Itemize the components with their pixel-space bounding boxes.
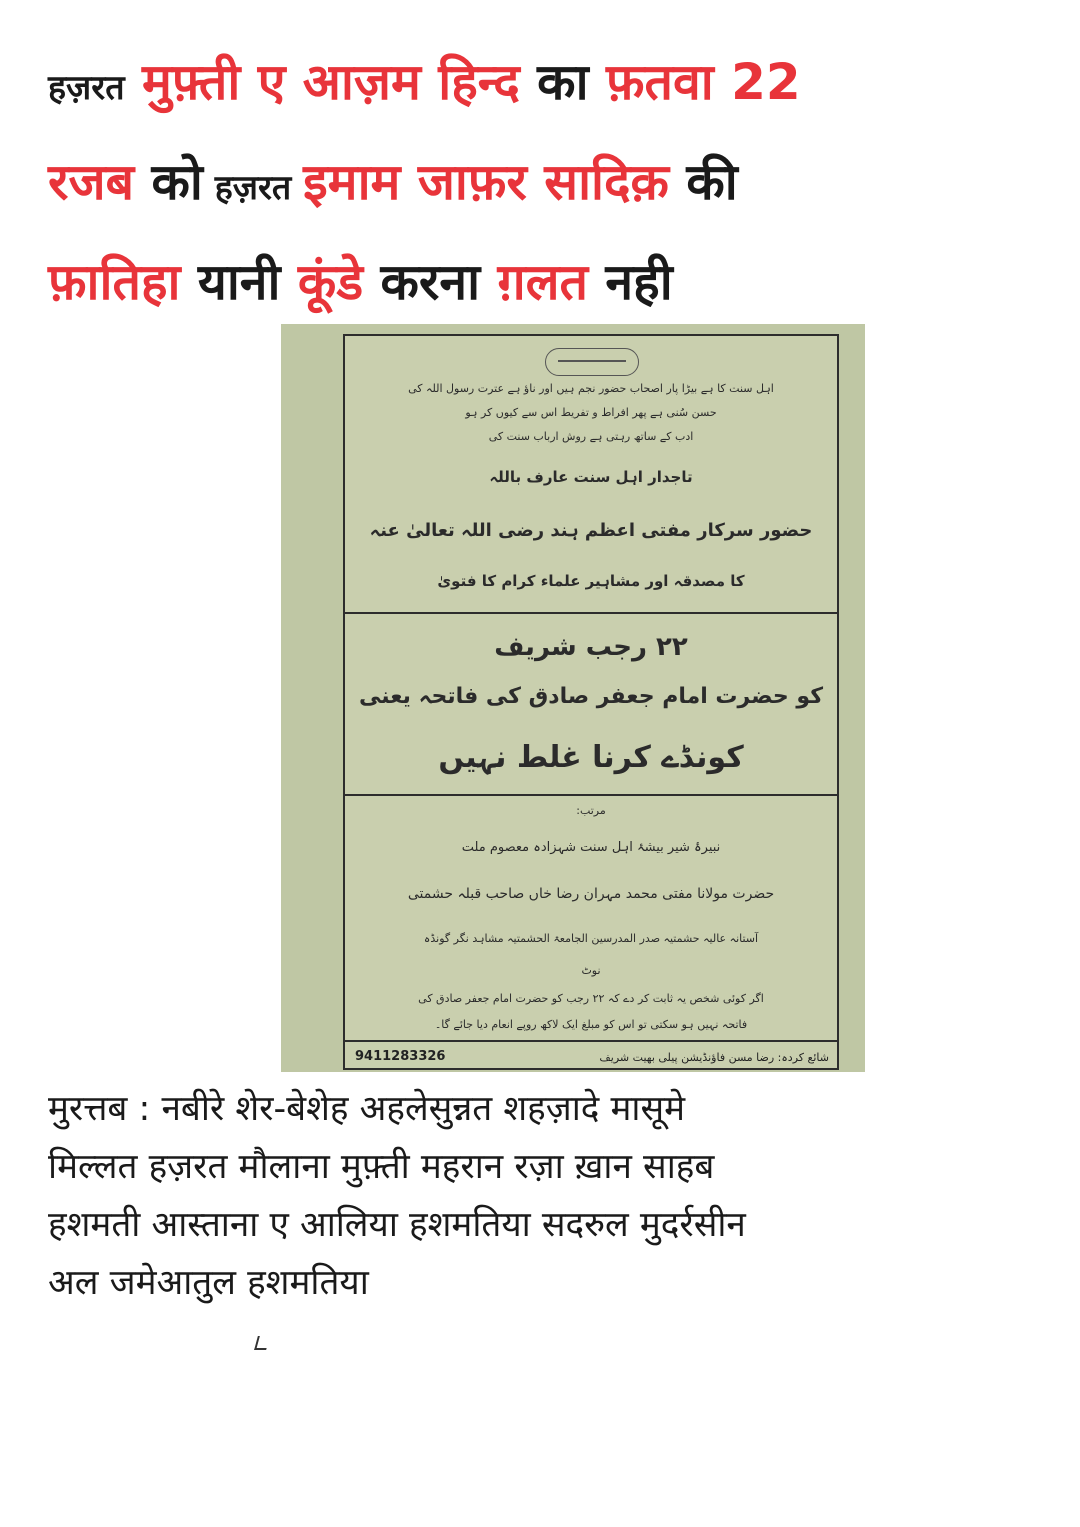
headline-line-3 <box>48 238 1048 338</box>
urdu-poster <box>343 334 839 1070</box>
headline-line-1 <box>48 38 1048 138</box>
headline-word: की <box>668 153 738 211</box>
headline-word: इमाम जाफ़र सादिक़ <box>303 153 669 211</box>
poster-murattab: مرتب: <box>576 804 606 817</box>
poster-title-1: ۲۲ رجب شریف <box>494 632 688 662</box>
poster-divider <box>345 612 837 614</box>
cursor-mark-icon <box>254 1336 270 1350</box>
caption-line: हशमती आस्ताना ए आलिया हशमतिया सदरुल मुदर्रसीन <box>48 1205 746 1245</box>
headline-word: फ़ातिहा <box>48 253 181 311</box>
poster-verse: حسن سُنی ہے پھر افراط و تفریط اس سے کیوں کر ہو <box>465 406 717 419</box>
poster-note-label: نوٹ <box>581 964 601 977</box>
headline-word: करना <box>363 253 481 311</box>
poster-tajdar: تاجدار اہل سنت عارف باللہ <box>489 468 693 486</box>
caption-line: मिल्लत हज़रत मौलाना मुफ़्ती महरान रज़ा ख़ान साहब <box>48 1147 715 1187</box>
poster-photo <box>281 324 865 1072</box>
headline-word: ग़लत <box>480 253 589 311</box>
poster-verse: ادب کے ساتھ رہتی ہے روش ارباب سنت کی <box>488 430 694 443</box>
poster-note: فاتحہ نہیں ہو سکتی تو اس کو مبلغ ایک لاکھ روپے انعام دیا جائے گا۔ <box>434 1018 748 1031</box>
headline-word: का <box>519 53 589 111</box>
headline-word: हज़रत <box>202 168 304 208</box>
caption-line: मुरत्तब : नबीरे शेर-बेशेह अहलेसुन्नत शहज़ादे मासूमे <box>48 1089 686 1129</box>
poster-title-2: کو حضرت امام جعفر صادق کی فاتحہ یعنی <box>359 684 823 709</box>
poster-divider <box>345 794 837 796</box>
headline-word: कूंडे <box>280 253 364 311</box>
caption <box>48 1080 1048 1312</box>
poster-phone: 9411283326 <box>355 1049 446 1064</box>
poster-author: نبیرۂ شیر بیشۂ اہل سنت شہزادہ معصوم ملت <box>461 840 721 855</box>
headline-line-2 <box>48 138 1048 238</box>
headline-word: मुफ़्ती ए आज़म हिन्द <box>124 53 520 111</box>
caption-line: अल जमेआतुल हशमतिया <box>48 1263 369 1303</box>
calligraphy-header-icon <box>545 348 639 376</box>
headline-word: फ़तवा 22 <box>588 53 801 111</box>
poster-verse: اہل سنت کا ہے بیڑا پار اصحاب حضور نجم ہیں اور ناؤ ہے عترت رسول اللہ کی <box>408 382 774 395</box>
headline-word: यानी <box>180 253 281 311</box>
headline-word: रजब <box>48 153 135 211</box>
poster-huzoor: حضور سرکار مفتی اعظم ہند رضی اللہ تعالیٰ عنہ <box>369 520 813 541</box>
poster-note: اگر کوئی شخص یہ ثابت کر دے کہ ۲۲ رجب کو حضرت امام جعفر صادق کی <box>418 992 764 1005</box>
poster-divider <box>345 1040 837 1042</box>
headline-word: को <box>134 153 203 211</box>
headline-word: हज़रत <box>48 68 125 108</box>
headline-word: नही <box>588 253 673 311</box>
poster-author: حضرت مولانا مفتی محمد مہران رضا خاں صاحب قبلہ حشمتی <box>407 886 775 902</box>
poster-footer: شائع کردہ: رضا مسن فاؤنڈیشن پیلی بھیت شریف <box>599 1051 829 1064</box>
poster-musaddaqa: کا مصدقہ اور مشاہیر علماء کرام کا فتویٰ <box>437 572 745 590</box>
headline <box>48 38 1048 338</box>
poster-title-3: کونڈے کرنا غلط نہیں <box>438 740 744 775</box>
poster-author: آستانہ عالیہ حشمتیہ صدر المدرسین الجامعۃ الحشمتیہ مشاہد نگر گونڈہ <box>423 932 759 945</box>
